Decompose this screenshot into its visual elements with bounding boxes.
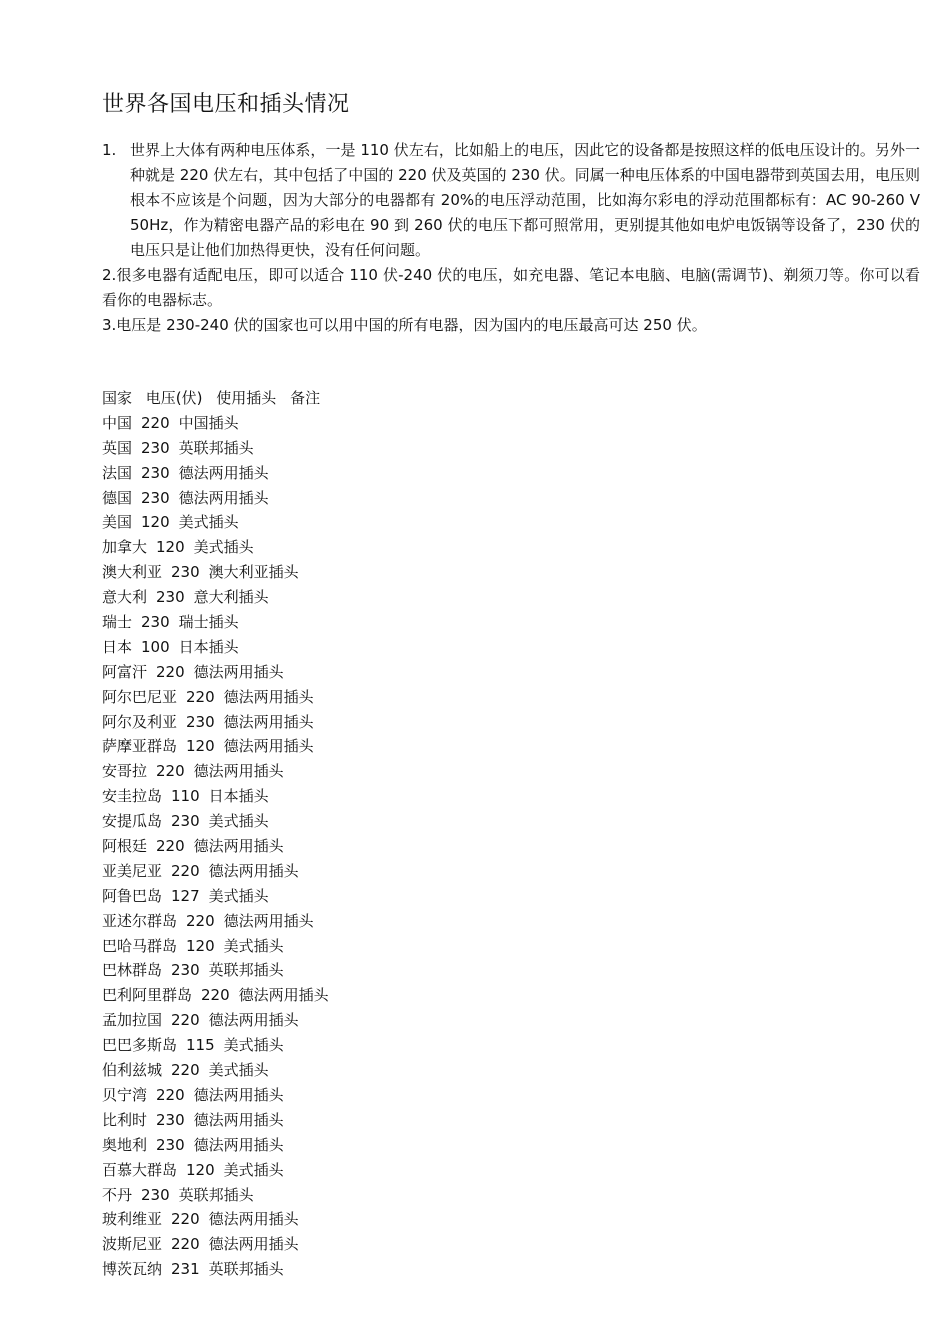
table-row — [102, 859, 338, 884]
table-row — [102, 685, 338, 710]
voltage-cell: 120 — [156, 538, 185, 557]
country-cell: 波斯尼亚 — [102, 1235, 163, 1254]
plug-cell: 英联邦插头 — [208, 1260, 284, 1279]
voltage-cell: 115 — [186, 1036, 215, 1055]
table-row — [102, 1008, 338, 1033]
voltage-cell: 220 — [156, 837, 185, 856]
table-row — [102, 610, 338, 635]
voltage-cell: 120 — [186, 1160, 215, 1179]
country-cell: 巴巴多斯岛 — [102, 1036, 178, 1055]
header-country: 国家 — [102, 389, 133, 407]
plug-cell: 德法两用插头 — [193, 1135, 284, 1154]
table-row — [102, 1257, 338, 1282]
plug-cell: 瑞士插头 — [178, 613, 239, 632]
table-row — [102, 909, 338, 934]
plug-cell: 德法两用插头 — [193, 762, 284, 781]
voltage-cell: 120 — [141, 513, 170, 532]
voltage-cell: 220 — [186, 911, 215, 930]
voltage-cell: 120 — [186, 737, 215, 756]
plug-cell: 美式插头 — [223, 936, 284, 955]
plug-cell: 英联邦插头 — [178, 438, 254, 457]
table-row — [102, 1058, 338, 1083]
plug-cell: 美式插头 — [208, 812, 269, 831]
table-row — [102, 734, 338, 759]
voltage-cell: 230 — [156, 588, 185, 607]
voltage-cell: 230 — [141, 463, 170, 482]
plug-cell: 英联邦插头 — [178, 1185, 254, 1204]
intro-paragraph-1 — [102, 138, 920, 263]
table-row — [102, 411, 338, 436]
table-row — [102, 585, 338, 610]
voltage-cell: 220 — [156, 662, 185, 681]
country-cell: 安哥拉 — [102, 762, 148, 781]
table-row — [102, 560, 338, 585]
table-row — [102, 710, 338, 735]
voltage-cell: 231 — [171, 1260, 200, 1279]
country-cell: 百慕大群岛 — [102, 1160, 178, 1179]
country-cell: 瑞士 — [102, 613, 133, 632]
voltage-cell: 220 — [171, 1011, 200, 1030]
voltage-cell: 220 — [156, 762, 185, 781]
plug-cell: 德法两用插头 — [193, 1085, 284, 1104]
table-row — [102, 1033, 338, 1058]
table-row — [102, 1183, 338, 1208]
plug-cell: 德法两用插头 — [208, 1011, 299, 1030]
table-row — [102, 660, 338, 685]
country-cell: 加拿大 — [102, 538, 148, 557]
country-cell: 澳大利亚 — [102, 563, 163, 582]
plug-cell: 德法两用插头 — [178, 488, 269, 507]
country-cell: 中国 — [102, 413, 133, 432]
table-row — [102, 834, 338, 859]
voltage-cell: 220 — [186, 687, 215, 706]
table-row — [102, 1232, 338, 1257]
table-row — [102, 1133, 338, 1158]
plug-cell: 德法两用插头 — [178, 463, 269, 482]
plug-cell: 澳大利亚插头 — [208, 563, 299, 582]
country-cell: 安提瓜岛 — [102, 812, 163, 831]
country-cell: 美国 — [102, 513, 133, 532]
paragraph-text: 世界上大体有两种电压体系，一是 110 伏左右，比如船上的电压，因此它的设备都是按照这样的低电压设计的。另外一种就是 220 伏左右，其中包括了中国的 220 伏及英国的 230 伏。同属一种电压体系的中国电器带到英国去用，电压则根本不应该是个问题，因为大部分的电器都有 20%的电压浮动范围，比如海尔彩电的浮动范围都标有：AC 90-260 V 50Hz，作为精密电器产品的彩电在 90 到 260 伏的电压下都可照常用，更别提其他如电炉电饭锅等设备了，230 伏的电压只是让他们加热得更快，没有任何问题。 — [130, 141, 920, 259]
intro-paragraph-3: 3.电压是 230-240 伏的国家也可以用中国的所有电器，因为国内的电压最高可达 250 伏。 — [102, 316, 707, 334]
table-row — [102, 934, 338, 959]
plug-cell: 德法两用插头 — [193, 662, 284, 681]
voltage-cell: 230 — [171, 563, 200, 582]
document-title: 世界各国电压和插头情况 — [102, 92, 350, 117]
table-row — [102, 983, 338, 1008]
table-row — [102, 1158, 338, 1183]
country-cell: 巴林群岛 — [102, 961, 163, 980]
intro-paragraph-2: 2.很多电器有适配电压，即可以适合 110 伏-240 伏的电压，如充电器、笔记本电脑、电脑(需调节)、剃须刀等。你可以看看你的电器标志。 — [102, 266, 920, 309]
plug-cell: 日本插头 — [178, 637, 239, 656]
voltage-cell: 220 — [141, 413, 170, 432]
voltage-cell: 220 — [171, 1235, 200, 1254]
plug-cell: 美式插头 — [208, 886, 269, 905]
table-body — [102, 411, 338, 1282]
table-row — [102, 461, 338, 486]
intro-section — [102, 138, 920, 338]
paragraph-number: 1. — [102, 141, 117, 159]
country-cell: 比利时 — [102, 1110, 148, 1129]
country-cell: 巴利阿里群岛 — [102, 986, 193, 1005]
country-cell: 日本 — [102, 637, 133, 656]
plug-cell: 德法两用插头 — [193, 837, 284, 856]
country-cell: 法国 — [102, 463, 133, 482]
voltage-cell: 230 — [156, 1135, 185, 1154]
header-notes: 备注 — [290, 389, 321, 407]
plug-cell: 英联邦插头 — [208, 961, 284, 980]
table-header-row — [102, 386, 338, 411]
plug-cell: 中国插头 — [178, 413, 239, 432]
voltage-cell: 230 — [156, 1110, 185, 1129]
table-row — [102, 436, 338, 461]
voltage-cell: 220 — [201, 986, 230, 1005]
table-row — [102, 809, 338, 834]
voltage-cell: 230 — [141, 613, 170, 632]
country-cell: 孟加拉国 — [102, 1011, 163, 1030]
country-cell: 意大利 — [102, 588, 148, 607]
plug-cell: 美式插头 — [208, 1061, 269, 1080]
voltage-cell: 127 — [171, 886, 200, 905]
voltage-cell: 230 — [186, 712, 215, 731]
voltage-cell: 220 — [171, 1061, 200, 1080]
plug-cell: 意大利插头 — [193, 588, 269, 607]
country-cell: 阿富汗 — [102, 662, 148, 681]
plug-cell: 美式插头 — [178, 513, 239, 532]
table-row — [102, 784, 338, 809]
voltage-table — [102, 386, 338, 1282]
country-cell: 阿尔及利亚 — [102, 712, 178, 731]
plug-cell: 德法两用插头 — [208, 1210, 299, 1229]
table-row — [102, 759, 338, 784]
table-row — [102, 1108, 338, 1133]
table-row — [102, 958, 338, 983]
country-cell: 阿鲁巴岛 — [102, 886, 163, 905]
country-cell: 巴哈马群岛 — [102, 936, 178, 955]
plug-cell: 美式插头 — [193, 538, 254, 557]
table-row — [102, 535, 338, 560]
voltage-cell: 230 — [171, 812, 200, 831]
voltage-cell: 110 — [171, 787, 200, 806]
voltage-cell: 230 — [141, 438, 170, 457]
country-cell: 阿尔巴尼亚 — [102, 687, 178, 706]
country-cell: 玻利维亚 — [102, 1210, 163, 1229]
plug-cell: 德法两用插头 — [193, 1110, 284, 1129]
voltage-cell: 220 — [171, 1210, 200, 1229]
country-cell: 博茨瓦纳 — [102, 1260, 163, 1279]
plug-cell: 德法两用插头 — [223, 712, 314, 731]
country-cell: 不丹 — [102, 1185, 133, 1204]
table-row — [102, 510, 338, 535]
country-cell: 亚美尼亚 — [102, 861, 163, 880]
country-cell: 安圭拉岛 — [102, 787, 163, 806]
plug-cell: 德法两用插头 — [208, 861, 299, 880]
header-plug: 使用插头 — [216, 389, 277, 407]
table-row — [102, 486, 338, 511]
country-cell: 阿根廷 — [102, 837, 148, 856]
table-row — [102, 1083, 338, 1108]
country-cell: 伯利兹城 — [102, 1061, 163, 1080]
country-cell: 德国 — [102, 488, 133, 507]
table-row — [102, 635, 338, 660]
header-voltage: 电压(伏) — [145, 389, 203, 407]
plug-cell: 德法两用插头 — [223, 911, 314, 930]
plug-cell: 德法两用插头 — [223, 737, 314, 756]
plug-cell: 美式插头 — [223, 1036, 284, 1055]
table-row — [102, 1207, 338, 1232]
voltage-cell: 100 — [141, 637, 170, 656]
voltage-cell: 120 — [186, 936, 215, 955]
country-cell: 奥地利 — [102, 1135, 148, 1154]
table-row — [102, 884, 338, 909]
voltage-cell: 230 — [141, 1185, 170, 1204]
plug-cell: 德法两用插头 — [223, 687, 314, 706]
country-cell: 英国 — [102, 438, 133, 457]
plug-cell: 德法两用插头 — [238, 986, 329, 1005]
plug-cell: 美式插头 — [223, 1160, 284, 1179]
country-cell: 亚述尔群岛 — [102, 911, 178, 930]
country-cell: 萨摩亚群岛 — [102, 737, 178, 756]
plug-cell: 德法两用插头 — [208, 1235, 299, 1254]
voltage-cell: 220 — [156, 1085, 185, 1104]
voltage-cell: 220 — [171, 861, 200, 880]
country-cell: 贝宁湾 — [102, 1085, 148, 1104]
voltage-cell: 230 — [171, 961, 200, 980]
plug-cell: 日本插头 — [208, 787, 269, 806]
voltage-cell: 230 — [141, 488, 170, 507]
